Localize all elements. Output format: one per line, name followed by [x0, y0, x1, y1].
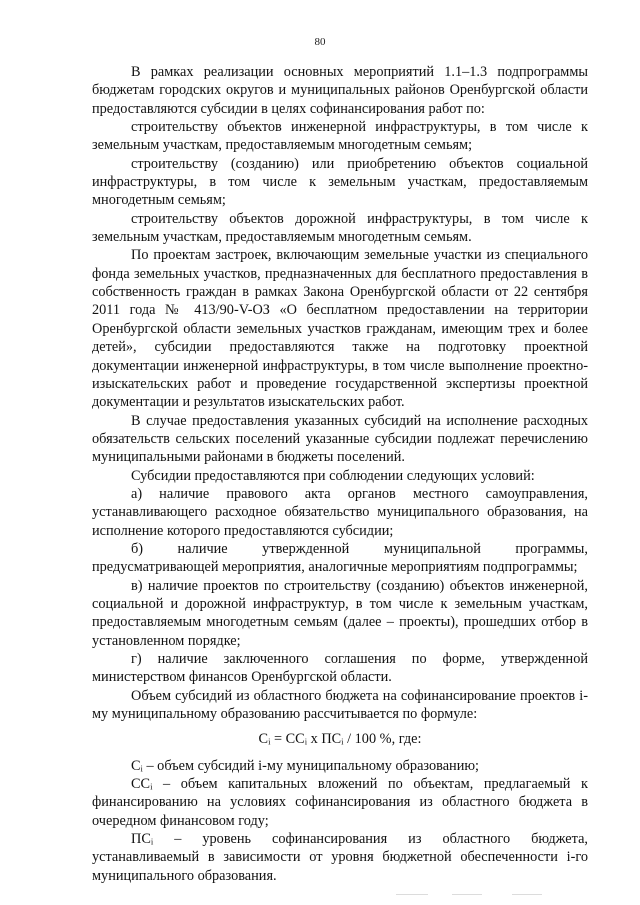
paragraph-design-documentation: По проектам застроек, включающим земельные участки из специального фонда земельных участков, предназначенных для бесплатного предоставления в собственность граждан в рамках Закона Оренбургской области от 22 сентября 2011 года № 413/90-V-ОЗ «О бесплатном предоставлении на территории Оренбургской области земельных участков гражданам, имеющим трех и более детей», субсидии предоставляются также на подготовку проектной документации инженерной инфраструктуры, в том числе выполнение проектно-изыскательских работ и проведение государственной экспертизы проектной документации и результатов изыскательских работ. — [92, 247, 588, 411]
definition-ci: Сᵢ – объем субсидий i-му муниципальному образованию; — [131, 757, 480, 774]
scan-artifact-line — [452, 894, 482, 895]
formula: Сᵢ = ССᵢ x ПСᵢ / 100 %, где: — [258, 731, 422, 748]
condition-g: г) наличие заключенного соглашения по форме, утвержденной министерством финансов Оренбургской области. — [92, 651, 588, 686]
condition-a: а) наличие правового акта органов местного самоуправления, устанавливающего расходное обязательство муниципального образования, на исполнение которого предоставляются субсидии; — [92, 485, 588, 539]
paragraph-rural-settlements: В случае предоставления указанных субсидий на исполнение расходных обязательств сельских поселений указанные субсидии подлежат перечислению муниципальными районами в бюджеты поселений. — [92, 412, 588, 466]
condition-v: в) наличие проектов по строительству (созданию) объектов инженерной, социальной и дорожной инфраструктур, в том числе к земельным участкам, предоставляемым многодетным семьям (далее – проекты), прошедших отбор в установленном порядке; — [92, 577, 588, 649]
definition-psi: ПСᵢ – уровень софинансирования из областного бюджета, устанавливаемый в зависимости от уровня бюджетной обеспеченности i-го муниципального образования. — [92, 831, 588, 884]
scan-artifact-line — [512, 894, 542, 895]
document-body — [92, 63, 588, 885]
list-item-social: строительству (созданию) или приобретению объектов социальной инфраструктуры, в том числе к земельным участкам, предоставляемым многодетным семьям; — [92, 155, 588, 209]
definition-cci: ССᵢ – объем капитальных вложений по объектам, предлагаемый к финансированию на условиях софинансирования из областного бюджета в очередном финансовом году; — [92, 776, 588, 829]
list-item-engineering: строительству объектов инженерной инфраструктуры, в том числе к земельным участкам, предоставляемым многодетным семьям; — [92, 119, 588, 154]
intro-paragraph: В рамках реализации основных мероприятий 1.1–1.3 подпрограммы бюджетам городских округов и муниципальных районов Оренбургской области предоставляются субсидии в целях софинансирования работ по: — [92, 64, 588, 117]
page-number: 80 — [314, 36, 326, 48]
paragraph-formula-intro: Объем субсидий из областного бюджета на софинансирование проектов i-му муниципальному образованию рассчитывается по формуле: — [92, 687, 588, 723]
list-item-road: строительству объектов дорожной инфраструктуры, в том числе к земельным участкам, предоставляемым многодетным семьям. — [92, 210, 588, 246]
condition-b: б) наличие утвержденной муниципальной программы, предусматривающей мероприятия, аналогичные мероприятиям подпрограммы; — [92, 540, 588, 576]
paragraph-conditions-intro: Субсидии предоставляются при соблюдении следующих условий: — [131, 467, 535, 484]
scan-artifact-line — [396, 894, 428, 895]
